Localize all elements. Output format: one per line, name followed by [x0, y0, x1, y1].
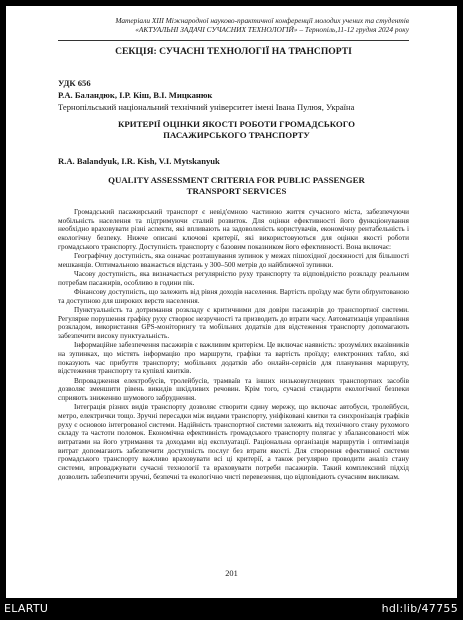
paragraph: Фінансову доступність, що залежить від рівня доходів населення. Вартість проїзду має бути обґрунтованою та доступною для широких верств населення.: [58, 287, 409, 305]
udk-code: УДК 656: [58, 78, 91, 88]
handle-identifier: hdl:lib/47755: [381, 602, 458, 615]
paragraph: Пунктуальність та дотримання розкладу є критичними для довіри пасажирів до транспортної системи. Регулярне порушення графіку руху створює незручності та призводить до втрати часу. Автоматизація управління розкладом, використання GPS-моніторингу та мобільних додатків для відстеження транспорту допомагають забезпечити високу пунктуальність.: [58, 305, 409, 340]
section-title: СЕКЦІЯ: СУЧАСНІ ТЕХНОЛОГІЇ НА ТРАНСПОРТІ: [115, 46, 352, 57]
paragraph: Часову доступність, яка визначається регулярністю руху транспорту та відповідністю розкладу реальним потребам пасажирів, особливо в години пік.: [58, 270, 409, 287]
paragraph: Географічну доступність, яка означає розташування зупинок у межах пішохідної досяжності для більшості мешканців. Оптимальною вважається відстань у 300–500 метрів до найближчої зупинки.: [58, 252, 409, 269]
article-title-ukrainian: КРИТЕРІЇ ОЦІНКИ ЯКОСТІ РОБОТИ ГРОМАДСЬКОГО ПАСАЖИРСЬКОГО ТРАНСПОРТУ: [118, 119, 355, 140]
article-title-english: QUALITY ASSESSMENT CRITERIA FOR PUBLIC PASSENGER TRANSPORT SERVICES: [108, 175, 365, 196]
conference-header: [58, 16, 409, 35]
header-divider: [58, 40, 409, 41]
page-number: 201: [225, 569, 238, 578]
document-page: [6, 6, 457, 598]
affiliation: Тернопільський національний технічний університет імені Івана Пулюя, Україна: [58, 102, 355, 112]
authors-ukrainian: Р.А. Баландюк, І.Р. Кіш, В.І. Мицканюк: [58, 90, 213, 100]
paragraph: Інтеграція різних видів транспорту дозволяє створити єдину мережу, що включає автобуси, тролейбуси, метро, електрички тощо. Зручні пересадки між видами транспорту, уніфіковані квитки та синхронізація графіків руху є основою інтегрованої системи. Надійність транспортної системи залежить від технічного стану рухомого складу та частоти поломок. Економічна ефективність громадського транспорту полягає у збалансованості між витратами на його утримання та доходами від експлуатації. Раціональна організація маршрутів і оптимізація витрат допомагають забезпечити доступність послуг без втрати якості. Для створення ефективної системи громадського транспорту важливо враховувати всі ці критерії, а також регулярно проводити аналіз стану системи, впроваджувати сучасні технології та враховувати потреби пасажирів. Такий комплексний підхід дозволить забезпечити зручні, безпечні та екологічно чисті перевезення, що відповідають сучасним викликам.: [58, 403, 409, 481]
conference-line-1: Матеріали XIII Міжнародної науково-практичної конференції молодих учених та студентів: [115, 16, 409, 25]
conference-line-2: «АКТУАЛЬНІ ЗАДАЧІ СУЧАСНИХ ТЕХНОЛОГІЙ» – Тернопіль,11-12 грудня 2024 року: [135, 25, 409, 35]
repository-label: ELARTU: [4, 602, 49, 615]
paragraph: Інформаційне забезпечення пасажирів є важливим критерієм. Це включає наявність: зрозумілих вказівників на зупинках, що містять інформацію про маршрути, графіки та вартість проїзду; електронних табло, які показують час прибуття транспорту; мобільних додатків або онлайн-сервісів для планування маршруту, відстеження транспорту та купівлі квитків.: [58, 341, 409, 376]
authors-english: R.A. Balandyuk, I.R. Kish, V.I. Mytskanyuk: [58, 156, 220, 166]
paragraph: Громадський пасажирський транспорт є невід'ємною частиною життя сучасного міста, забезпечуючи мобільність населення та підтримуючи сталий розвиток. Для оцінки ефективності його функціонування необхідно враховувати різні аспекти, які впливають на задоволеність користувачів, економічну рентабельність і екологічну безпеку. Нижче описані ключові критерії, які використовуються для оцінки якості роботи громадського транспорту. Доступність транспорту є базовим показником його ефективності. Вона включає:: [58, 208, 409, 251]
article-body: [58, 208, 409, 482]
paragraph: Впровадження електробусів, тролейбусів, трамваїв та інших низьковуглецевих транспортних засобів дозволяє зменшити рівень викидів шкідливих речовин. Крім того, сучасні стандарти екологічної безпеки сприяють зниженню шумового забруднення.: [58, 376, 409, 402]
